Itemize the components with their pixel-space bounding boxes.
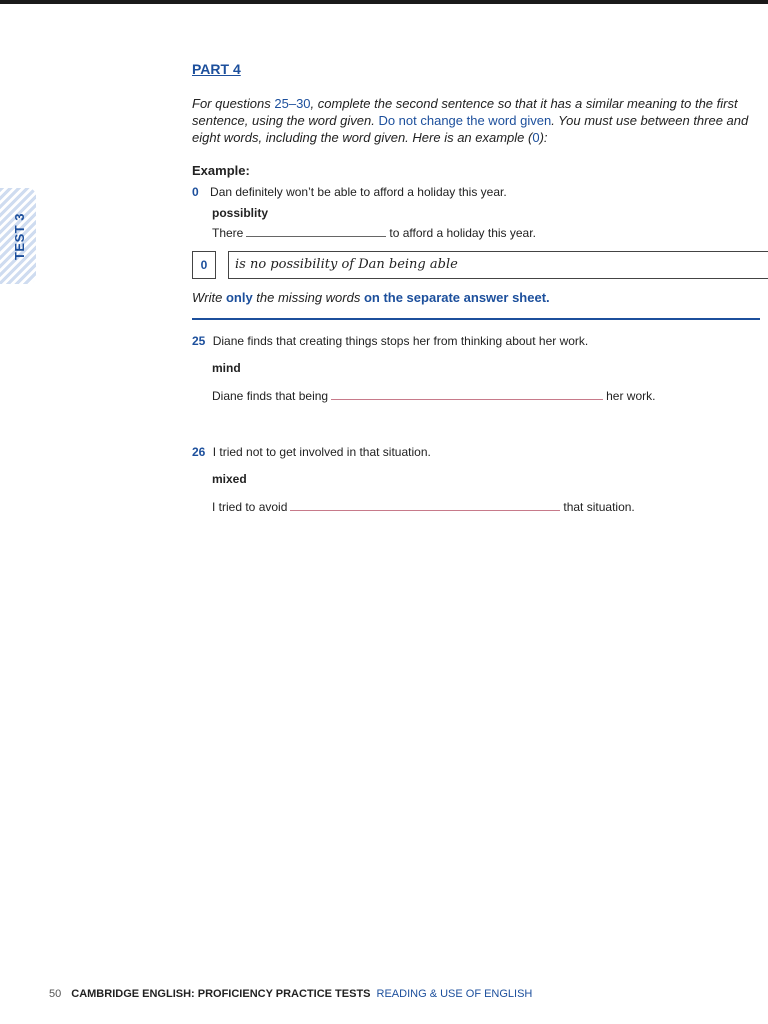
instructions-emphasis: Do not change the word given	[378, 113, 552, 128]
instructions-text-4: ):	[539, 130, 548, 145]
question-end: that situation.	[563, 500, 635, 514]
question-sentence: I tried not to get involved in that situation.	[212, 445, 431, 459]
instructions-example-number: 0	[532, 130, 540, 145]
side-tab-label: TEST 3	[12, 212, 28, 260]
question-range: 25–30	[274, 96, 311, 111]
book-subtitle: READING & USE OF ENGLISH	[376, 988, 533, 1000]
question-25-keyword: mind	[212, 361, 241, 375]
question-end: her work.	[606, 389, 656, 403]
question-start: Diane finds that being	[212, 389, 329, 403]
question-26-keyword: mixed	[212, 472, 247, 486]
instructions-text-2: , complete the second sentence so that it has a similar meaning to the first sentence, using the word given.	[192, 96, 738, 128]
book-series: CAMBRIDGE ENGLISH: PROFICIENCY PRACTICE TESTS	[71, 988, 371, 1000]
question-25-gap-line	[212, 389, 655, 403]
example-keyword: possiblity	[212, 206, 269, 220]
question-26-sentence-line	[192, 445, 431, 459]
question-26-blank	[290, 510, 560, 511]
write-note-1: Write	[192, 290, 226, 305]
part-title: PART 4	[192, 61, 241, 77]
example-blank	[246, 236, 386, 237]
write-note-sheet: on the separate answer sheet.	[363, 290, 550, 305]
example-answer-number: 0	[192, 251, 216, 279]
question-start: I tried to avoid	[212, 500, 288, 514]
question-sentence: Diane finds that creating things stops her from thinking about her work.	[212, 334, 589, 348]
instructions	[192, 95, 757, 146]
question-25-blank	[331, 399, 603, 400]
example-start: There	[212, 226, 244, 240]
section-divider	[192, 318, 760, 320]
top-border	[0, 0, 768, 4]
example-answer-box: is no possibility of Dan being able	[228, 251, 768, 279]
instructions-text-1: For questions	[192, 96, 275, 111]
page-footer	[49, 988, 532, 1000]
question-25-sentence-line	[192, 334, 588, 348]
example-answer	[192, 251, 768, 279]
write-note	[192, 290, 550, 305]
instructions-text-3: . You must use between three and eight words, including the word given. Here is an example (	[192, 113, 749, 145]
example-gap-line	[212, 226, 536, 240]
example-number: 0	[192, 185, 199, 199]
question-26-gap-line	[212, 500, 635, 514]
example-heading: Example:	[192, 163, 250, 178]
question-number: 26	[192, 445, 206, 459]
page-number: 50	[49, 988, 62, 1000]
side-tab-label-wrap	[2, 188, 38, 284]
write-note-2: the missing words	[252, 290, 364, 305]
write-note-only: only	[225, 290, 253, 305]
example-sentence-line	[192, 185, 507, 199]
example-sentence: Dan definitely won’t be able to afford a holiday this year.	[210, 185, 507, 199]
example-end: to afford a holiday this year.	[389, 226, 536, 240]
question-number: 25	[192, 334, 206, 348]
